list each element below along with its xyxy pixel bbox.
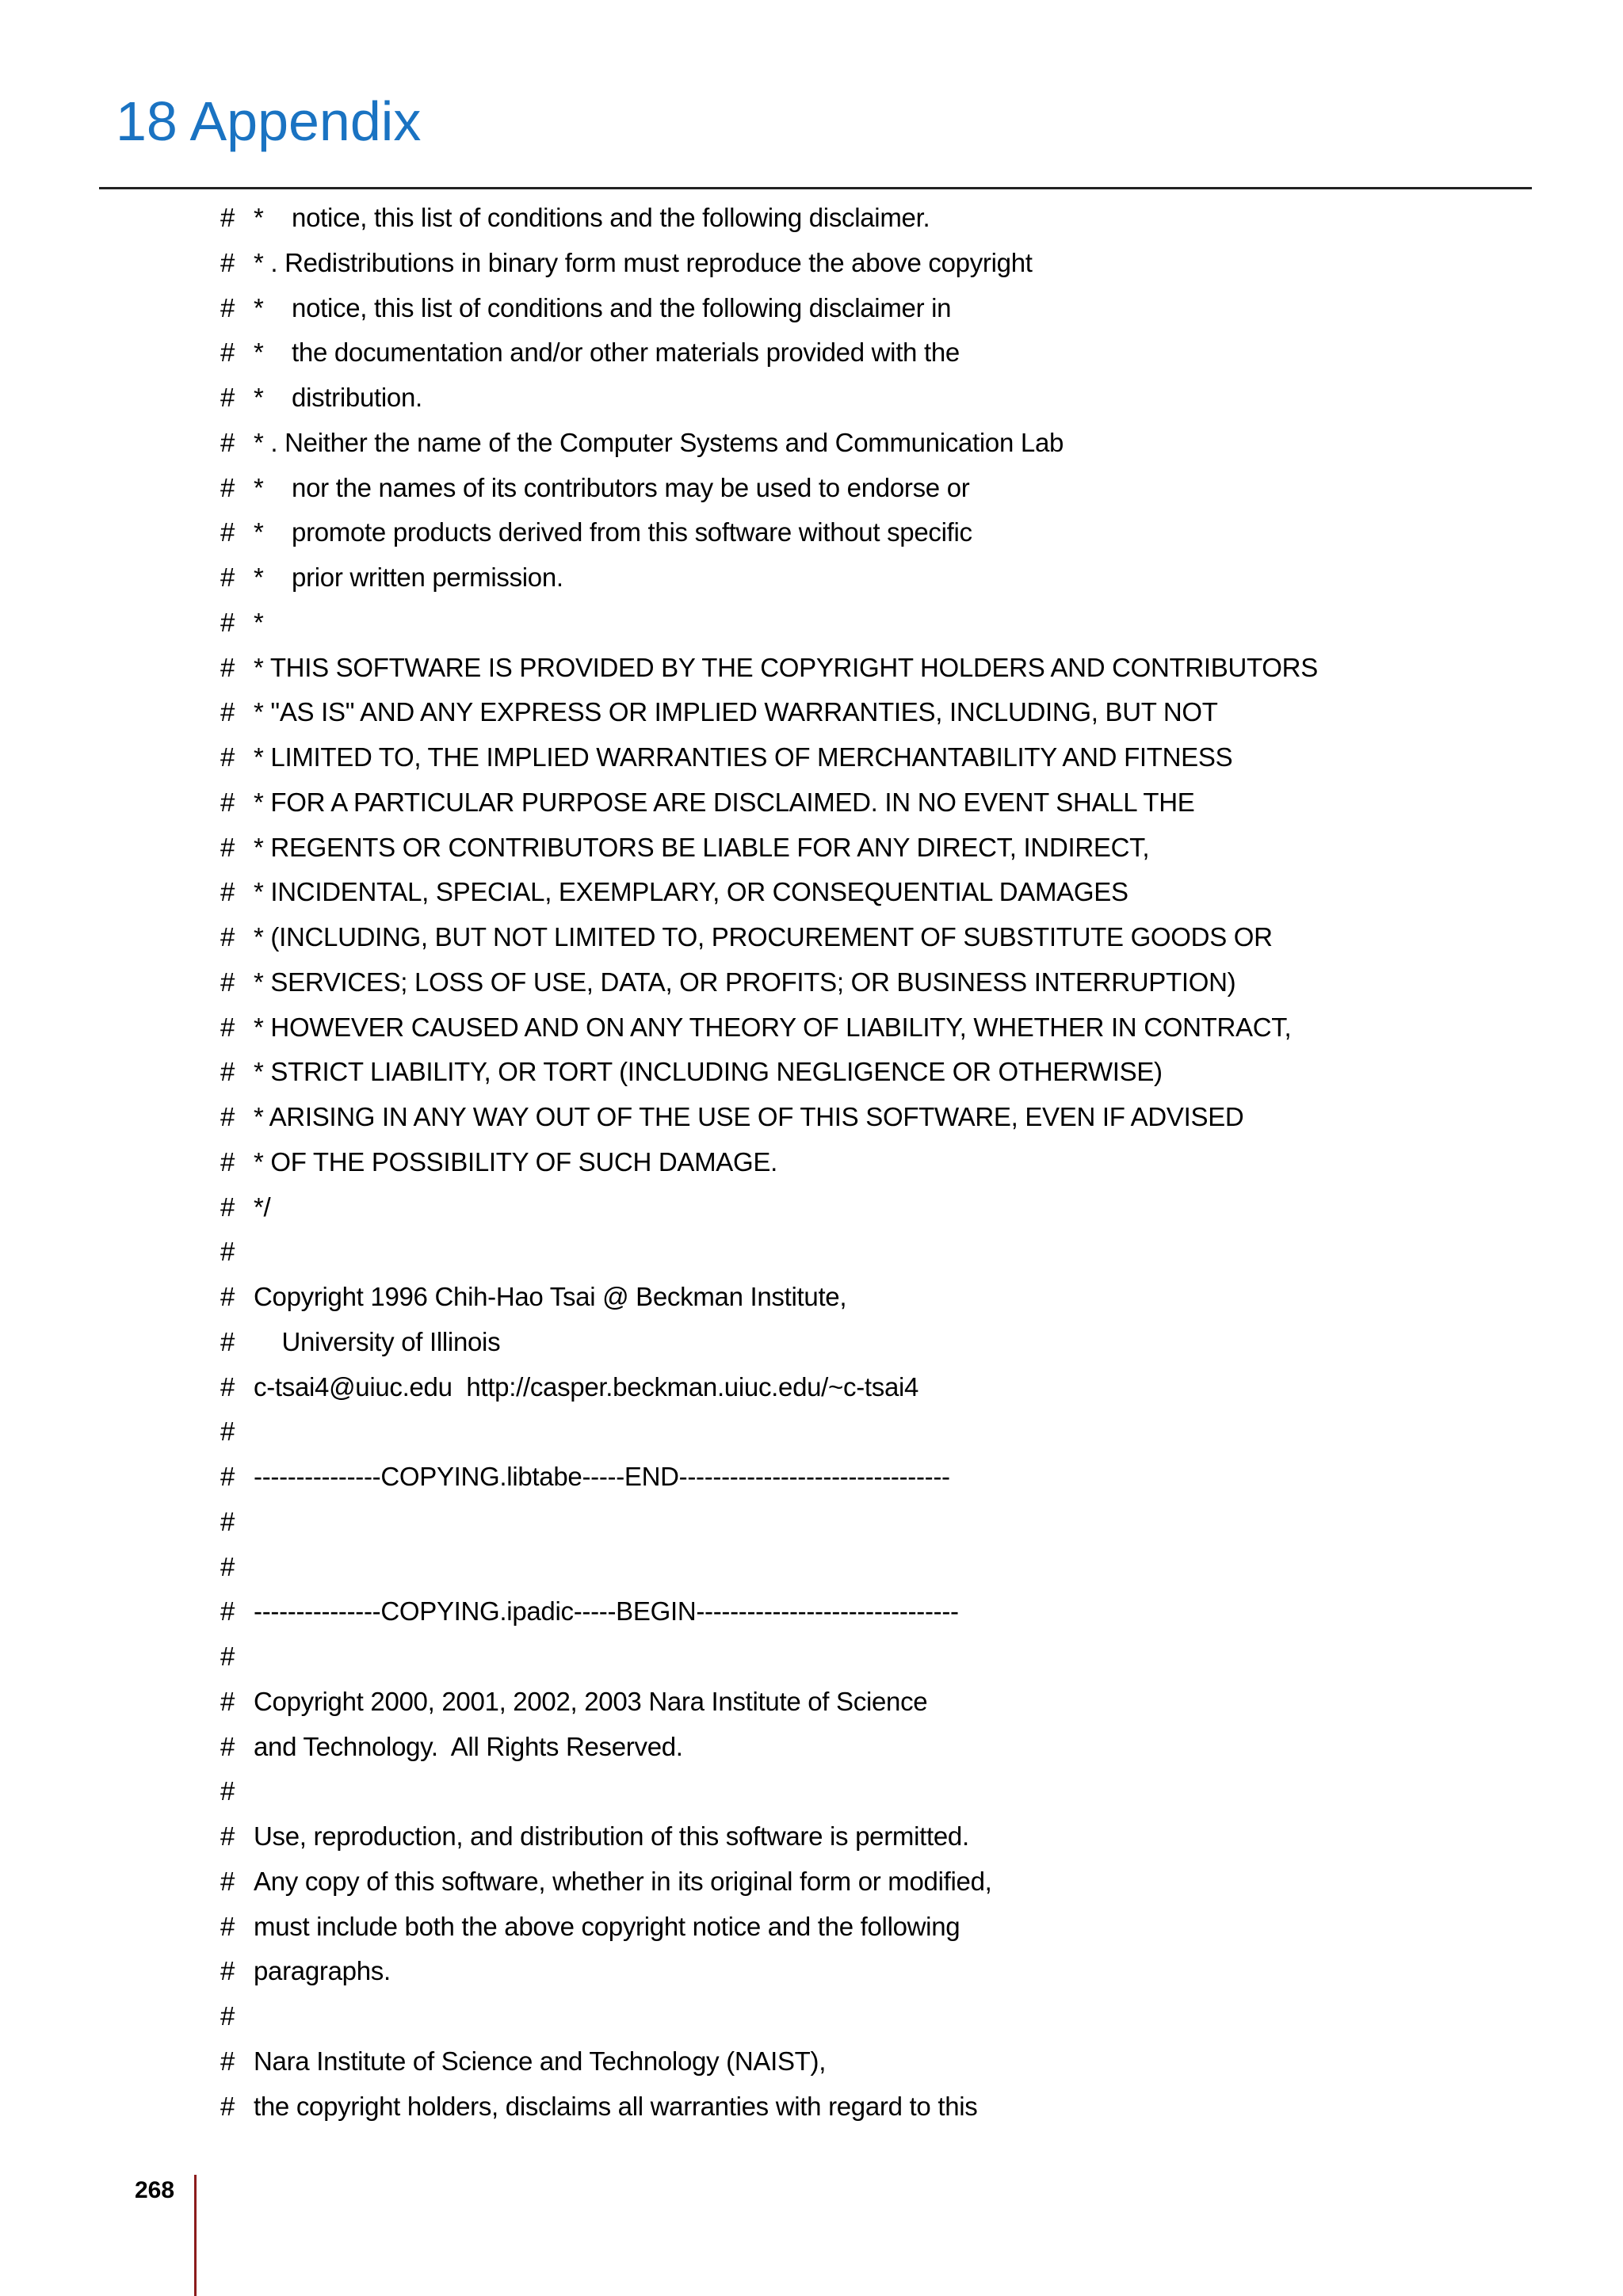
comment-hash: # <box>220 1596 235 1627</box>
text-line <box>220 915 1568 960</box>
heading-divider <box>99 187 1532 189</box>
line-text: Copyright 2000, 2001, 2002, 2003 Nara Institute of Science <box>254 1686 928 1716</box>
comment-hash: # <box>220 2046 235 2076</box>
license-text-block <box>220 196 1568 2129</box>
line-text: * SERVICES; LOSS OF USE, DATA, OR PROFITS; OR BUSINESS INTERRUPTION) <box>254 967 1236 997</box>
comment-hash: # <box>220 967 235 997</box>
text-line <box>220 1095 1568 1140</box>
comment-hash: # <box>220 563 235 592</box>
text-line <box>220 1005 1568 1051</box>
comment-hash: # <box>220 922 235 952</box>
comment-hash: # <box>220 1866 235 1896</box>
comment-hash: # <box>220 247 235 277</box>
line-text: * distribution. <box>254 383 422 412</box>
line-text: * STRICT LIABILITY, OR TORT (INCLUDING NEGLIGENCE OR OTHERWISE) <box>254 1057 1163 1087</box>
comment-hash: # <box>220 1686 235 1716</box>
comment-hash: # <box>220 1551 235 1581</box>
text-line <box>220 646 1568 691</box>
line-text: * "AS IS" AND ANY EXPRESS OR IMPLIED WARRANTIES, INCLUDING, BUT NOT <box>254 697 1218 727</box>
comment-hash: # <box>220 1057 235 1087</box>
comment-hash: # <box>220 1462 235 1491</box>
comment-hash: # <box>220 427 235 457</box>
text-line <box>220 1994 1568 2039</box>
comment-hash: # <box>220 1192 235 1222</box>
comment-hash: # <box>220 1282 235 1311</box>
text-line <box>220 1275 1568 1320</box>
line-text: * promote products derived from this software without specific <box>254 517 972 547</box>
comment-hash: # <box>220 877 235 907</box>
text-line <box>220 960 1568 1005</box>
comment-hash: # <box>220 832 235 862</box>
line-text: * ARISING IN ANY WAY OUT OF THE USE OF THIS SOFTWARE, EVEN IF ADVISED <box>254 1102 1244 1131</box>
text-line <box>220 1140 1568 1185</box>
text-line <box>220 330 1568 376</box>
text-line <box>220 1905 1568 1950</box>
comment-hash: # <box>220 203 235 232</box>
comment-hash: # <box>220 1731 235 1761</box>
comment-hash: # <box>220 338 235 368</box>
text-line <box>220 241 1568 286</box>
line-text: c-tsai4@uiuc.edu http://casper.beckman.uiuc.edu/~c-tsai4 <box>254 1371 919 1402</box>
comment-hash: # <box>220 383 235 412</box>
line-text: Use, reproduction, and distribution of this software is permitted. <box>254 1821 969 1851</box>
line-text: * <box>254 607 264 637</box>
comment-hash: # <box>220 517 235 547</box>
text-line <box>220 1500 1568 1545</box>
comment-hash: # <box>220 652 235 682</box>
footer-divider <box>194 2175 197 2296</box>
line-text: * prior written permission. <box>254 563 563 592</box>
text-line <box>220 1185 1568 1230</box>
line-text: * OF THE POSSIBILITY OF SUCH DAMAGE. <box>254 1146 777 1177</box>
comment-hash: # <box>220 742 235 772</box>
comment-hash: # <box>220 1911 235 1941</box>
line-text: paragraphs. <box>254 1956 391 1986</box>
comment-hash: # <box>220 1417 235 1447</box>
text-line <box>220 1814 1568 1859</box>
comment-hash: # <box>220 1326 235 1356</box>
line-text: Nara Institute of Science and Technology (NAIST), <box>254 2046 827 2076</box>
text-line <box>220 1545 1568 1590</box>
line-text: ---------------COPYING.libtabe-----END-------------------------------- <box>254 1462 950 1491</box>
text-line <box>220 466 1568 511</box>
line-text: * THIS SOFTWARE IS PROVIDED BY THE COPYRIGHT HOLDERS AND CONTRIBUTORS <box>254 652 1318 682</box>
text-line <box>220 1769 1568 1814</box>
comment-hash: # <box>220 787 235 817</box>
comment-hash: # <box>220 697 235 727</box>
text-line <box>220 1455 1568 1500</box>
line-text: must include both the above copyright notice and the following <box>254 1911 960 1941</box>
comment-hash: # <box>220 292 235 322</box>
line-text: */ <box>254 1192 271 1222</box>
text-line <box>220 690 1568 735</box>
comment-hash: # <box>220 607 235 637</box>
text-line <box>220 2039 1568 2084</box>
text-line <box>220 1680 1568 1725</box>
text-line <box>220 1320 1568 1365</box>
text-line <box>220 510 1568 555</box>
line-text: * LIMITED TO, THE IMPLIED WARRANTIES OF MERCHANTABILITY AND FITNESS <box>254 742 1233 772</box>
text-line <box>220 826 1568 871</box>
line-text: ---------------COPYING.ipadic-----BEGIN------------------------------- <box>254 1596 959 1627</box>
line-text: Any copy of this software, whether in its original form or modified, <box>254 1866 992 1896</box>
text-line <box>220 870 1568 915</box>
comment-hash: # <box>220 2001 235 2031</box>
text-line <box>220 1949 1568 1994</box>
text-line <box>220 1725 1568 1770</box>
comment-hash: # <box>220 472 235 502</box>
text-line <box>220 1050 1568 1095</box>
comment-hash: # <box>220 1012 235 1042</box>
comment-hash: # <box>220 1371 235 1402</box>
line-text: and Technology. All Rights Reserved. <box>254 1731 683 1761</box>
text-line <box>220 196 1568 241</box>
comment-hash: # <box>220 1506 235 1536</box>
text-line <box>220 735 1568 780</box>
line-text: * notice, this list of conditions and the following disclaimer. <box>254 203 930 232</box>
text-line <box>220 376 1568 421</box>
comment-hash: # <box>220 1146 235 1177</box>
comment-hash: # <box>220 1237 235 1267</box>
line-text: * . Neither the name of the Computer Systems and Communication Lab <box>254 427 1064 457</box>
text-line <box>220 1409 1568 1455</box>
page-title: 18 Appendix <box>116 90 422 152</box>
comment-hash: # <box>220 1102 235 1131</box>
line-text: * HOWEVER CAUSED AND ON ANY THEORY OF LIABILITY, WHETHER IN CONTRACT, <box>254 1012 1292 1042</box>
line-text: * INCIDENTAL, SPECIAL, EXEMPLARY, OR CONSEQUENTIAL DAMAGES <box>254 877 1128 907</box>
text-line <box>220 2084 1568 2130</box>
text-line <box>220 1859 1568 1905</box>
text-line <box>220 1589 1568 1634</box>
text-line <box>220 421 1568 466</box>
line-text: University of Illinois <box>254 1326 501 1356</box>
comment-hash: # <box>220 1642 235 1671</box>
line-text: the copyright holders, disclaims all warranties with regard to this <box>254 2091 978 2121</box>
text-line <box>220 601 1568 646</box>
page-number: 268 <box>135 2177 175 2203</box>
comment-hash: # <box>220 1821 235 1851</box>
line-text: * nor the names of its contributors may be used to endorse or <box>254 472 970 502</box>
text-line <box>220 780 1568 826</box>
line-text: * the documentation and/or other materials provided with the <box>254 338 960 368</box>
line-text: Copyright 1996 Chih-Hao Tsai @ Beckman Institute, <box>254 1282 847 1311</box>
comment-hash: # <box>220 2091 235 2121</box>
text-line <box>220 1230 1568 1275</box>
line-text: * FOR A PARTICULAR PURPOSE ARE DISCLAIMED. IN NO EVENT SHALL THE <box>254 787 1195 817</box>
comment-hash: # <box>220 1776 235 1806</box>
comment-hash: # <box>220 1956 235 1986</box>
text-line <box>220 1634 1568 1680</box>
text-line <box>220 286 1568 331</box>
line-text: * (INCLUDING, BUT NOT LIMITED TO, PROCUREMENT OF SUBSTITUTE GOODS OR <box>254 922 1273 952</box>
line-text: * REGENTS OR CONTRIBUTORS BE LIABLE FOR ANY DIRECT, INDIRECT, <box>254 832 1150 862</box>
line-text: * notice, this list of conditions and the following disclaimer in <box>254 292 952 322</box>
text-line <box>220 1365 1568 1410</box>
line-text: * . Redistributions in binary form must reproduce the above copyright <box>254 247 1033 277</box>
text-line <box>220 555 1568 601</box>
